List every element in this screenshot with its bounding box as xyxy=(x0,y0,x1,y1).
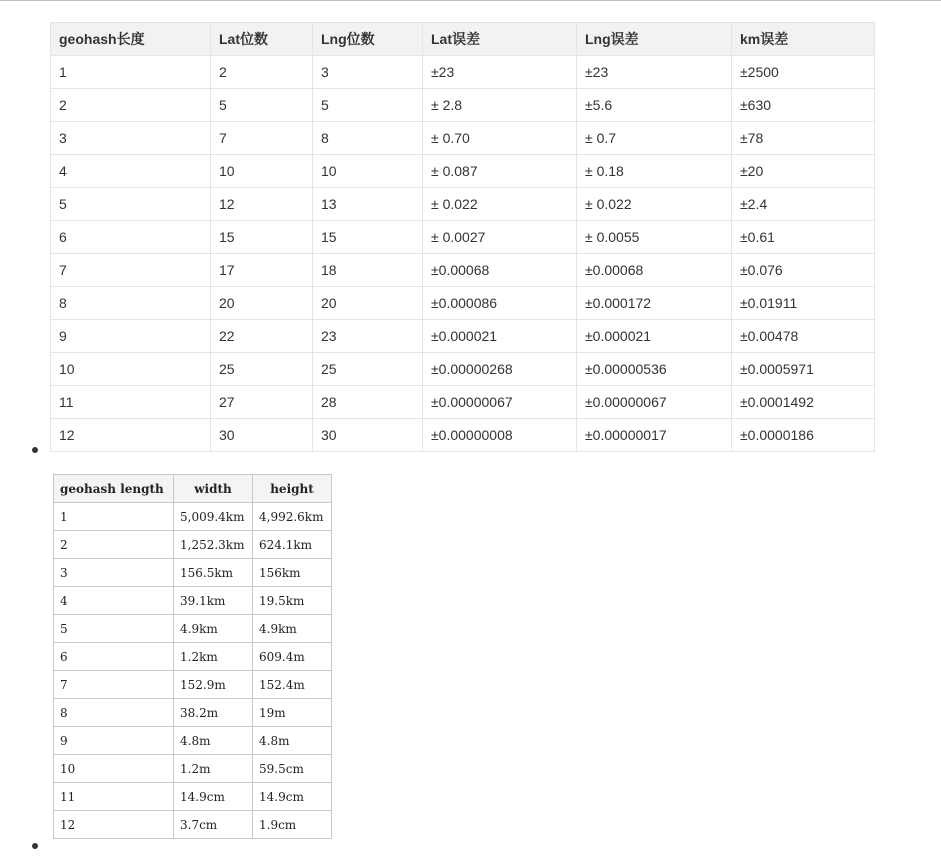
table-cell: 12 xyxy=(211,188,313,221)
table-cell: ±0.000086 xyxy=(423,287,577,320)
table-cell: 1.2km xyxy=(174,643,253,671)
table-cell: ± 0.7 xyxy=(577,122,732,155)
table-row xyxy=(51,188,875,221)
column-header: Lat误差 xyxy=(423,23,577,56)
table-cell: 20 xyxy=(211,287,313,320)
table-cell: ±0.076 xyxy=(732,254,875,287)
table-row xyxy=(54,811,332,839)
table-row xyxy=(54,755,332,783)
table-cell: ±0.00000008 xyxy=(423,419,577,452)
table-cell: ±0.0001492 xyxy=(732,386,875,419)
table-cell: 25 xyxy=(211,353,313,386)
table-cell: 23 xyxy=(313,320,423,353)
table-cell: ± 0.022 xyxy=(423,188,577,221)
table-cell: 1,252.3km xyxy=(174,531,253,559)
table-cell: 10 xyxy=(313,155,423,188)
table-row xyxy=(54,587,332,615)
table-cell: ± 0.087 xyxy=(423,155,577,188)
column-header: width xyxy=(174,475,253,503)
table-cell: ±2.4 xyxy=(732,188,875,221)
table-cell: ±5.6 xyxy=(577,89,732,122)
table-cell: ±0.00000067 xyxy=(423,386,577,419)
table-cell: 20 xyxy=(313,287,423,320)
table-cell: 10 xyxy=(51,353,211,386)
list-bullet xyxy=(32,447,38,453)
table-cell: ±20 xyxy=(732,155,875,188)
table-cell: ±0.00478 xyxy=(732,320,875,353)
column-header: height xyxy=(253,475,332,503)
table-cell: 2 xyxy=(54,531,174,559)
table-cell: ±0.000021 xyxy=(423,320,577,353)
table-body xyxy=(54,503,332,839)
header-row xyxy=(51,23,875,56)
table-cell: 5 xyxy=(211,89,313,122)
table-cell: 3 xyxy=(313,56,423,89)
table-cell: 3.7cm xyxy=(174,811,253,839)
column-header: Lng位数 xyxy=(313,23,423,56)
table-cell: 15 xyxy=(313,221,423,254)
table-cell: 7 xyxy=(51,254,211,287)
table-cell: 12 xyxy=(54,811,174,839)
table-row xyxy=(51,419,875,452)
table-row xyxy=(51,254,875,287)
table-cell: 25 xyxy=(313,353,423,386)
table-row xyxy=(51,122,875,155)
table-cell: 4.9km xyxy=(174,615,253,643)
table-cell: ±0.0000186 xyxy=(732,419,875,452)
column-header: geohash长度 xyxy=(51,23,211,56)
table-cell: 12 xyxy=(51,419,211,452)
table-header xyxy=(54,475,332,503)
table-cell: 39.1km xyxy=(174,587,253,615)
table-row xyxy=(51,353,875,386)
table-cell: ±0.00000067 xyxy=(577,386,732,419)
table-cell: 17 xyxy=(211,254,313,287)
list-bullet xyxy=(32,843,38,849)
table-cell: 38.2m xyxy=(174,699,253,727)
table-cell: ±0.61 xyxy=(732,221,875,254)
table-row xyxy=(51,287,875,320)
table-cell: 28 xyxy=(313,386,423,419)
table-cell: 609.4m xyxy=(253,643,332,671)
table-cell: 5 xyxy=(313,89,423,122)
table-cell: 11 xyxy=(54,783,174,811)
table-cell: 30 xyxy=(211,419,313,452)
table-cell: ±0.000021 xyxy=(577,320,732,353)
table-cell: 1.2m xyxy=(174,755,253,783)
table-cell: ±0.00000536 xyxy=(577,353,732,386)
table-row xyxy=(54,531,332,559)
table-cell: ± 0.70 xyxy=(423,122,577,155)
table-row xyxy=(54,503,332,531)
table-cell: 5 xyxy=(51,188,211,221)
table-row xyxy=(51,386,875,419)
table-cell: 8 xyxy=(54,699,174,727)
table-cell: 4.9km xyxy=(253,615,332,643)
table-cell: ± 0.022 xyxy=(577,188,732,221)
table-cell: 156.5km xyxy=(174,559,253,587)
table-cell: 9 xyxy=(51,320,211,353)
table-cell: ±0.000172 xyxy=(577,287,732,320)
table-cell: ±78 xyxy=(732,122,875,155)
table-cell: 22 xyxy=(211,320,313,353)
column-header: Lng误差 xyxy=(577,23,732,56)
table-cell: 14.9cm xyxy=(253,783,332,811)
table-cell: 10 xyxy=(54,755,174,783)
table-cell: 13 xyxy=(313,188,423,221)
table-cell: ±23 xyxy=(423,56,577,89)
table-body xyxy=(51,56,875,452)
table-cell: ±0.0005971 xyxy=(732,353,875,386)
table-row xyxy=(54,643,332,671)
table-cell: 30 xyxy=(313,419,423,452)
table-cell: 4.8m xyxy=(253,727,332,755)
table-cell: ±0.01911 xyxy=(732,287,875,320)
geohash-precision-table xyxy=(50,22,875,452)
table-cell: 1 xyxy=(54,503,174,531)
column-header: Lat位数 xyxy=(211,23,313,56)
table-cell: 9 xyxy=(54,727,174,755)
table-cell: 14.9cm xyxy=(174,783,253,811)
header-row xyxy=(54,475,332,503)
table-row xyxy=(54,671,332,699)
table-row xyxy=(51,221,875,254)
table-cell: 4 xyxy=(54,587,174,615)
table-row xyxy=(54,559,332,587)
column-header: geohash length xyxy=(54,475,174,503)
table-cell: ±2500 xyxy=(732,56,875,89)
table-cell: 6 xyxy=(54,643,174,671)
top-divider xyxy=(0,0,941,1)
table-cell: ±23 xyxy=(577,56,732,89)
table-cell: 8 xyxy=(51,287,211,320)
table-cell: 15 xyxy=(211,221,313,254)
table-cell: 624.1km xyxy=(253,531,332,559)
table-cell: 2 xyxy=(211,56,313,89)
table-cell: 6 xyxy=(51,221,211,254)
geohash-cell-size-table xyxy=(53,474,332,839)
table-cell: 7 xyxy=(211,122,313,155)
table-cell: ± 0.18 xyxy=(577,155,732,188)
table-cell: 3 xyxy=(54,559,174,587)
table-cell: 10 xyxy=(211,155,313,188)
table-cell: ±0.00068 xyxy=(577,254,732,287)
table-cell: 4 xyxy=(51,155,211,188)
table-row xyxy=(54,699,332,727)
table-row xyxy=(51,320,875,353)
table-cell: 11 xyxy=(51,386,211,419)
table-cell: 156km xyxy=(253,559,332,587)
table-cell: 2 xyxy=(51,89,211,122)
table-cell: 152.9m xyxy=(174,671,253,699)
table-cell: 152.4m xyxy=(253,671,332,699)
table-header xyxy=(51,23,875,56)
table-cell: 59.5cm xyxy=(253,755,332,783)
table-cell: 3 xyxy=(51,122,211,155)
table-cell: 1 xyxy=(51,56,211,89)
column-header: km误差 xyxy=(732,23,875,56)
table-cell: 19m xyxy=(253,699,332,727)
table-cell: 4,992.6km xyxy=(253,503,332,531)
table-cell: 8 xyxy=(313,122,423,155)
table-cell: 19.5km xyxy=(253,587,332,615)
table-cell: 1.9cm xyxy=(253,811,332,839)
table-row xyxy=(51,56,875,89)
table-cell: ±0.00000017 xyxy=(577,419,732,452)
table-cell: 4.8m xyxy=(174,727,253,755)
table-cell: 5,009.4km xyxy=(174,503,253,531)
table-cell: ± 0.0027 xyxy=(423,221,577,254)
table-cell: 7 xyxy=(54,671,174,699)
table-cell: ±0.00000268 xyxy=(423,353,577,386)
table-cell: ± 0.0055 xyxy=(577,221,732,254)
table-row xyxy=(51,155,875,188)
table-row xyxy=(54,727,332,755)
table-row xyxy=(51,89,875,122)
table-row xyxy=(54,783,332,811)
table-cell: 18 xyxy=(313,254,423,287)
table-cell: ±0.00068 xyxy=(423,254,577,287)
table-cell: ±630 xyxy=(732,89,875,122)
table-row xyxy=(54,615,332,643)
table-cell: 5 xyxy=(54,615,174,643)
table-cell: ± 2.8 xyxy=(423,89,577,122)
table-cell: 27 xyxy=(211,386,313,419)
